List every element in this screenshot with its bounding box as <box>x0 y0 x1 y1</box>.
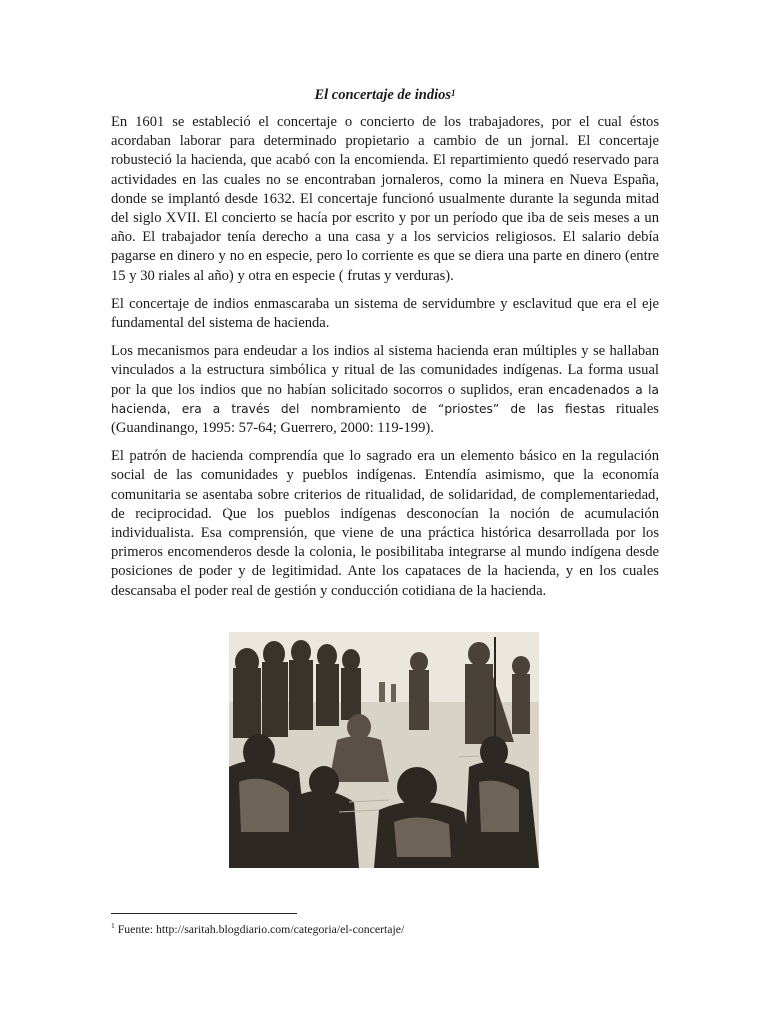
paragraph-1: En 1601 se estableció el concertaje o concierto de los trabajadores, por el cual éstos acordaban laborar para determinado propietario a cambio de un jornal. El concertaje robusteció la hacienda, que acabó con la encomienda. El repartimiento quedó reservado para actividades en las cuales no se encontraban jornaleros, como la minera en Nueva España, donde se implantó desde 1632. El concertaje funcionó usualmente durante la segunda mitad del siglo XVII. El concierto se hacía por escrito y por un período que iba de seis meses a un año. El trabajador tenía derecho a una casa y a los servicios religiosos. El salario debía pagarse en dinero y no en especie, pero lo corriente es que se diera una parte en dinero (entre 15 y 30 riales al año) y otra en especie ( frutas y verduras). <box>111 114 659 284</box>
footnote-mark: 1 <box>111 921 115 930</box>
footnote-text: Fuente: http://saritah.blogdiario.com/categoria/el-concertaje/ <box>114 921 405 936</box>
footnote-divider <box>111 913 297 914</box>
title-footnote-mark: 1 <box>451 88 456 98</box>
document-body <box>111 86 659 610</box>
page-title: El concertaje de indios$^1$ <box>314 87 456 103</box>
footnote <box>111 919 404 936</box>
paragraph-3: Los mecanismos para endeudar a los indios al sistema hacienda eran múltiples y se hallaban vinculados a la estructura simbólica y ritual de las comunidades indígenas. La forma usual por la que los indios que no habían solicitado socorros o suplidos, eran encadenados a la hacienda, era a través del nombramiento de “priostes” de las fiestas rituales (Guandinango, 1995: 57-64; Guerrero, 2000: 119-199). <box>111 343 659 437</box>
historical-illustration <box>229 632 539 868</box>
paragraph-3-inline-text: encadenados a la hacienda, era a través del nombramiento de “priostes” de las fiestas <box>111 382 659 416</box>
paragraph-2: El concertaje de indios enmascaraba un sistema de servidumbre y esclavitud que era el eje fundamental del sistema de hacienda. <box>111 295 659 332</box>
paragraph-4: El patrón de hacienda comprendía que lo sagrado era un elemento básico en la regulación social de las comunidades y pueblos indígenas. Entendía asimismo, que la economía comunitaria se asentaba sobre criterios de ritualidad, de solidaridad, de complementariedad, de reciprocidad. Que los pueblos indígenas desconocían la noción de acumulación individualista. Esa comprensión, que viene de una práctica histórica desarrollada por los primeros encomenderos desde la colonia, le posibilitaba integrarse al mundo indígena desde posiciones de poder y de legitimidad. Ante los capataces de la hacienda, y en los cuales descansaba el poder real de gestión y conducción cotidiana de la hacienda. <box>111 448 659 599</box>
engraving-image <box>229 632 539 868</box>
